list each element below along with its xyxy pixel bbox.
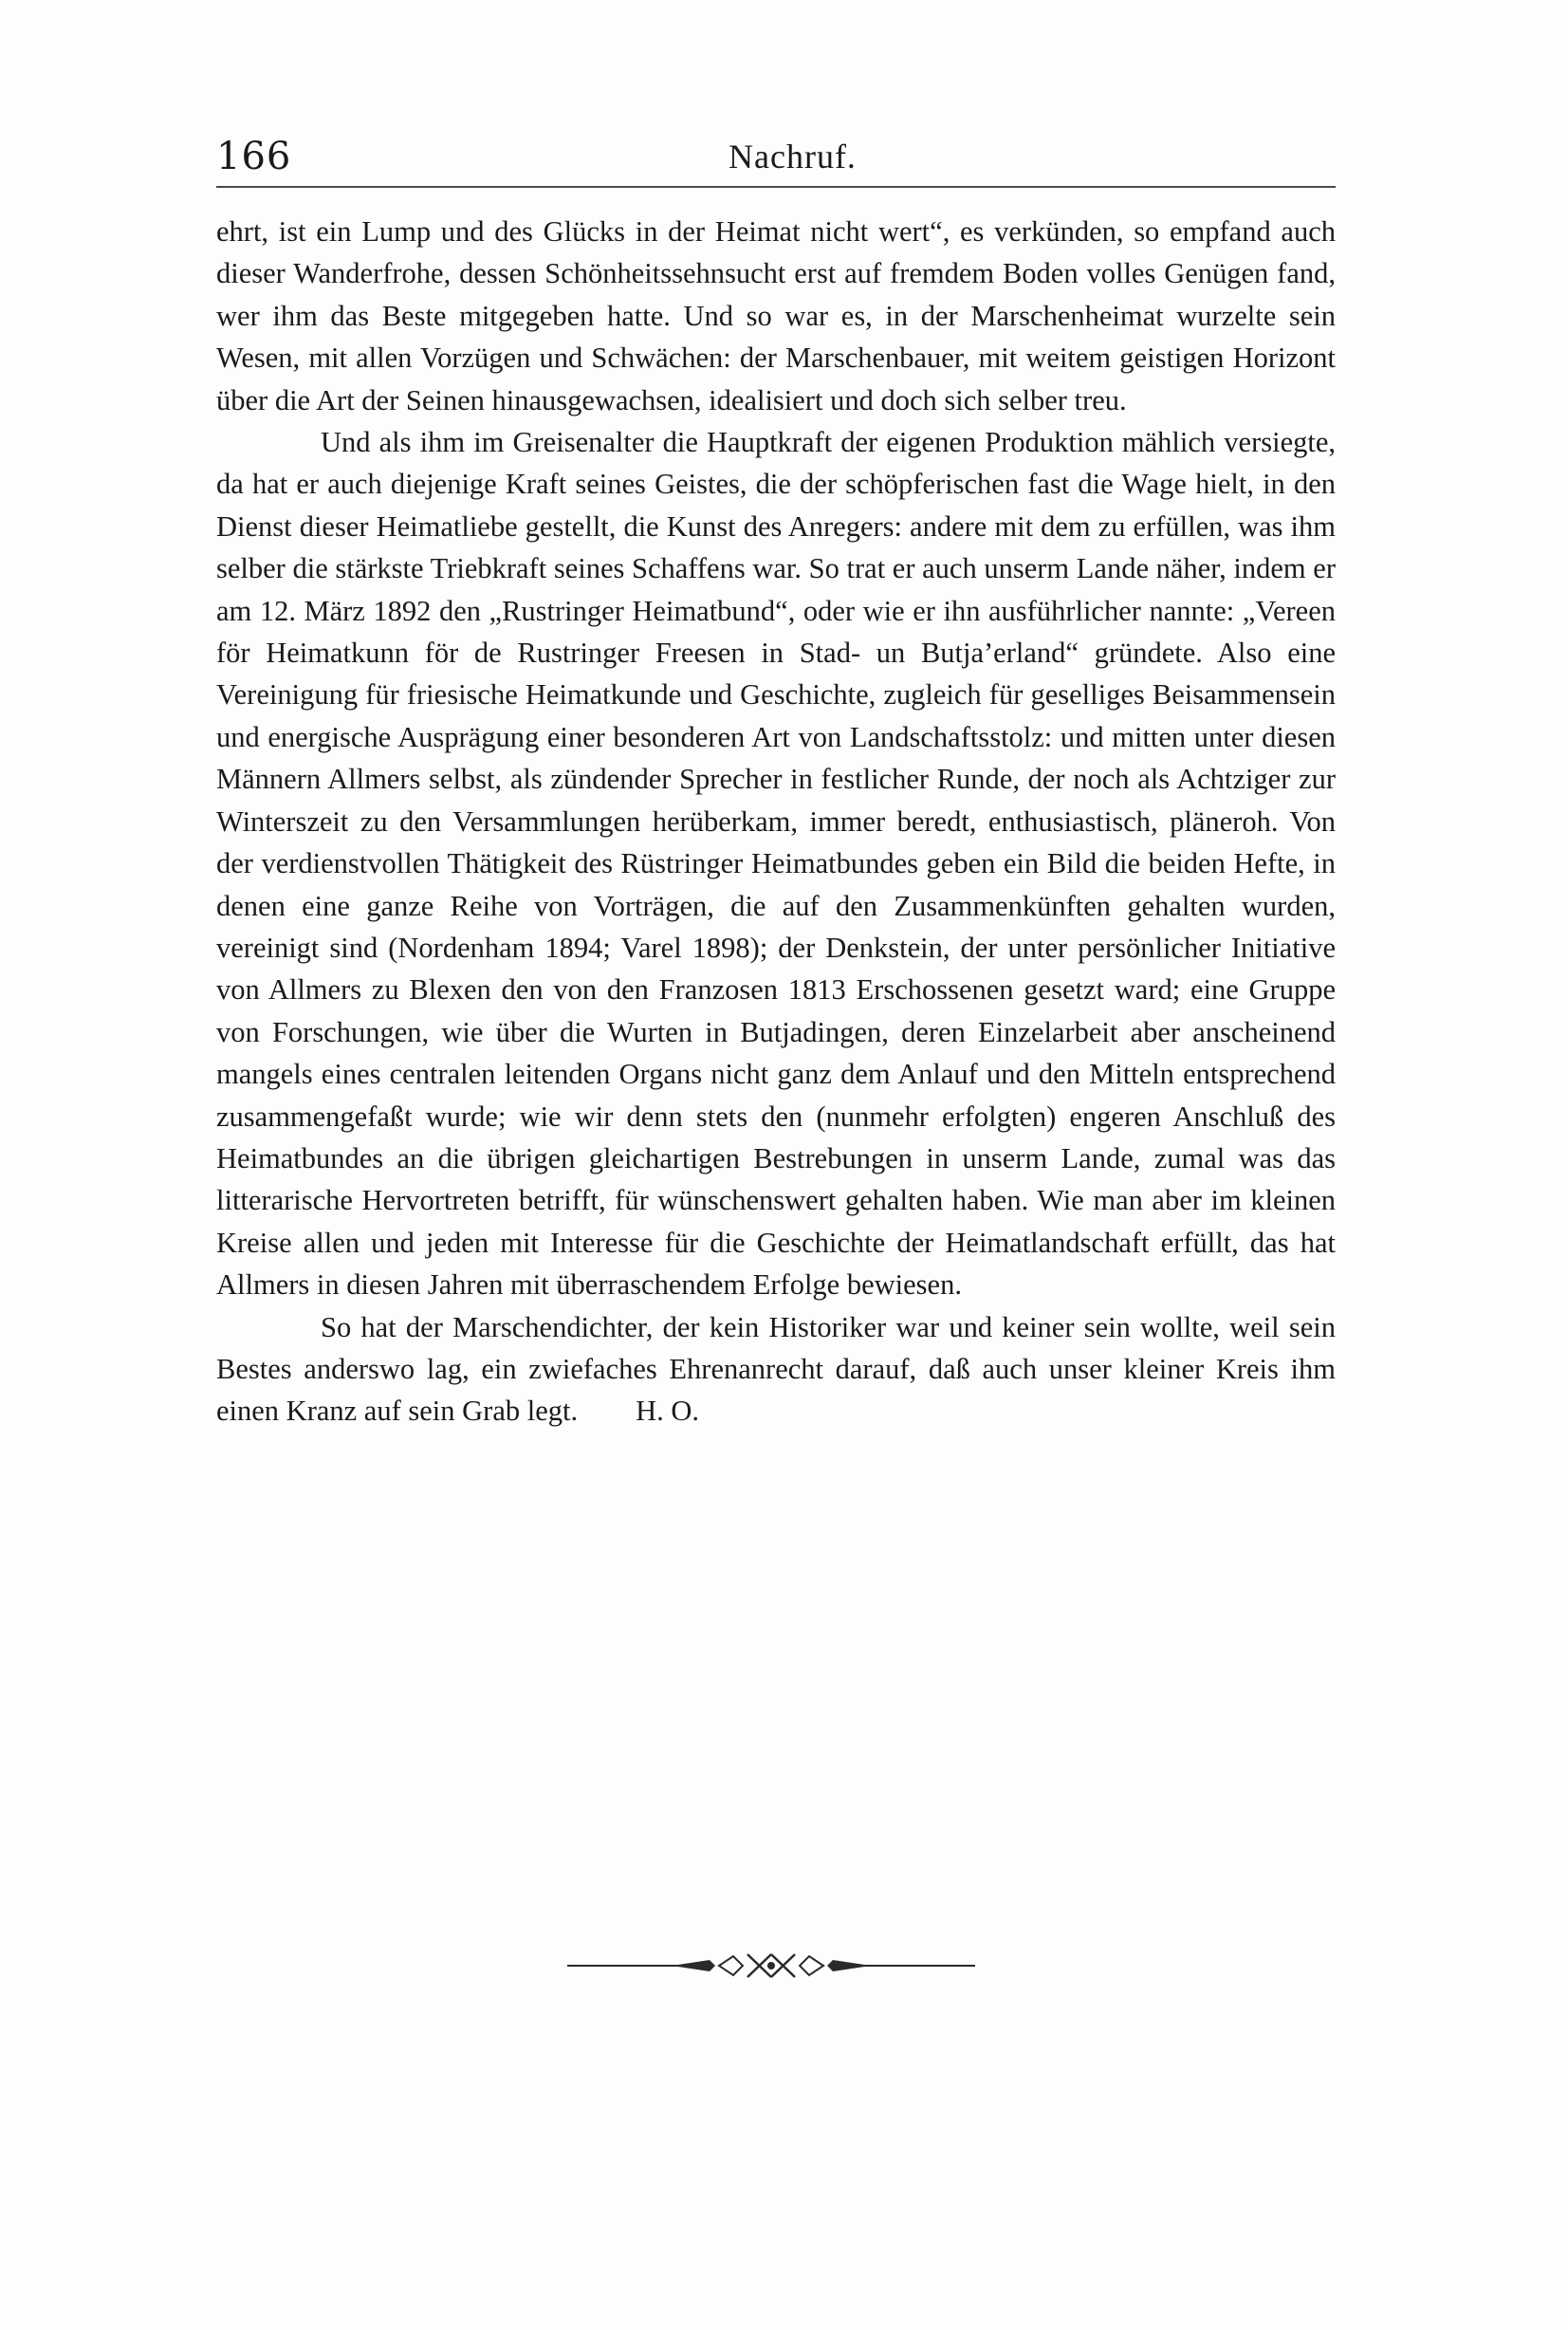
ornamental-divider-icon <box>567 1947 975 1985</box>
page-header <box>216 131 1336 188</box>
ornamental-divider <box>567 1947 975 1985</box>
paragraph-2: Und als ihm im Greisenalter die Hauptkraft der eigenen Produktion mählich versiegte, da hat er auch diejenige Kraft seines Geistes, die der schöpferischen fast die Wage hielt, in den Dienst dieser Heimatliebe gestellt, die Kunst des Anregers: andere mit dem zu erfüllen, was ihm selber die stärkste Triebkraft seines Schaffens war. So trat er auch unserm Lande näher, indem er am 12. März 1892 den „Rustringer Heimatbund“, oder wie er ihn ausführlicher nannte: „Vereen för Heimatkunn för de Rustringer Freesen in Stad- un Butja’erland“ gründete. Also eine Vereinigung für friesische Heimatkunde und Geschichte, zugleich für geselliges Beisammensein und energische Ausprägung einer besonderen Art von Landschaftsstolz: und mitten unter diesen Männern Allmers selbst, als zündender Sprecher in festlicher Runde, der noch als Achtziger zur Winterszeit zu den Versammlungen herüberkam, immer beredt, enthusiastisch, pläneroh. Von der verdienstvollen Thätigkeit des Rüstringer Heimatbundes geben ein Bild die beiden Hefte, in denen eine ganze Reihe von Vorträgen, die auf den Zusammenkünften gehalten wurden, vereinigt sind (Nordenham 1894; Varel 1898); der Denkstein, der unter persönlicher Initiative von Allmers zu Blexen den von den Franzosen 1813 Erschossenen gesetzt ward; eine Gruppe von Forschungen, wie über die Wurten in Butjadingen, deren Einzelarbeit aber anscheinend mangels eines centralen leitenden Organs nicht ganz dem Anlauf und den Mitteln entsprechend zusammengefaßt wurde; wie wir denn stets den (nunmehr erfolgten) engeren Anschluß des Heimatbundes an die übrigen gleichartigen Bestrebungen in unserm Lande, zumal was das litterarische Hervortreten betrifft, für wünschenswert gehalten haben. Wie man aber im kleinen Kreise allen und jeden mit Interesse für die Geschichte der Heimatlandschaft erfüllt, das hat Allmers in diesen Jahren mit überraschendem Erfolge bewiesen. <box>216 426 1336 1302</box>
body-text <box>216 211 1336 1433</box>
signature: H. O. <box>636 1395 700 1428</box>
running-title: Nachruf. <box>729 138 857 176</box>
page-number: 166 <box>216 135 292 178</box>
header-rule <box>216 186 1336 188</box>
paragraph-1: ehrt, ist ein Lump und des Glücks in der Heimat nicht wert“, es verkünden, so empfand auch dieser Wanderfrohe, dessen Schönheitssehnsucht erst auf fremdem Boden volles Genügen fand, wer ihm das Beste mitgegeben hatte. Und so war es, in der Marschenheimat wurzelte sein Wesen, mit allen Vorzügen und Schwächen: der Marschenbauer, mit weitem geistigen Horizont über die Art der Seinen hinausgewachsen, idealisiert und doch sich selber treu. <box>216 215 1336 416</box>
paragraph-3-text: So hat der Marschendichter, der kein Historiker war und keiner sein wollte, weil sein Bestes anderswo lag, ein zwiefaches Ehrenanrecht darauf, daß auch unser kleiner Kreis ihm einen Kranz auf sein Grab legt. <box>216 1310 1336 1428</box>
paragraph-3 <box>216 1306 1336 1433</box>
